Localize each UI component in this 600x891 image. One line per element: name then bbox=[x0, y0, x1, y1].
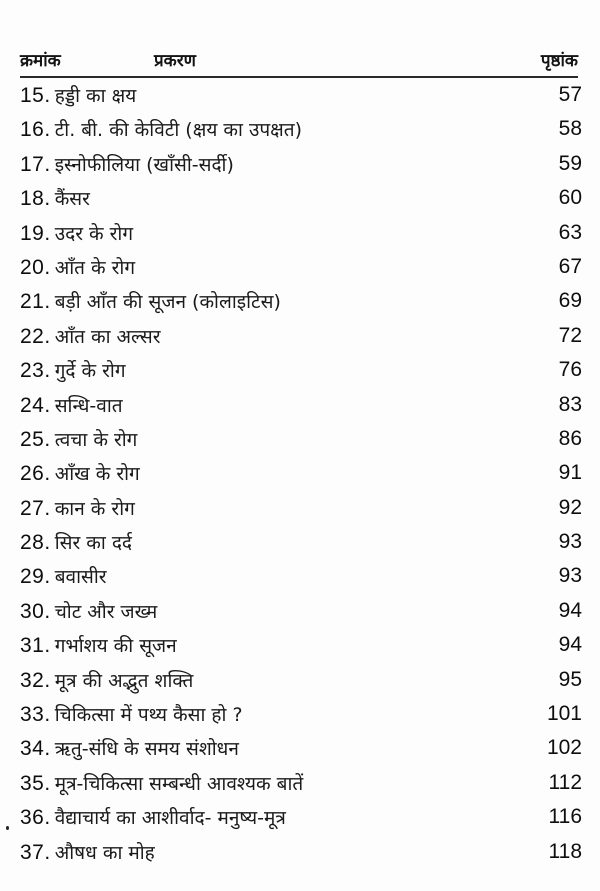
entry-number: 23. bbox=[20, 359, 51, 383]
list-item bbox=[20, 216, 582, 250]
entry-number: 31. bbox=[20, 634, 51, 658]
entry-topic: आँख के रोग bbox=[54, 463, 140, 486]
list-item bbox=[20, 147, 582, 181]
entry-number: 15. bbox=[20, 84, 51, 107]
entry-page-number: 112 bbox=[548, 770, 582, 794]
list-item bbox=[20, 78, 582, 112]
entry-topic: त्वचा के रोग bbox=[54, 428, 138, 451]
entry-topic: उदर के रोग bbox=[54, 222, 134, 245]
entry-number: 32. bbox=[20, 668, 51, 692]
list-item bbox=[20, 663, 582, 697]
entry-page-number: 67 bbox=[558, 254, 582, 278]
entry-number: 20. bbox=[20, 255, 51, 279]
entry-topic: गर्भाशय की सूजन bbox=[54, 635, 177, 658]
entry-page-number: 60 bbox=[558, 186, 582, 210]
list-item bbox=[20, 525, 582, 559]
entry-number: 26. bbox=[20, 462, 51, 486]
entry-topic: सिर का दर्द bbox=[54, 532, 133, 555]
entry-page-number: 86 bbox=[558, 426, 582, 450]
entry-number: 28. bbox=[20, 531, 51, 555]
entry-page-number: 116 bbox=[548, 805, 582, 829]
entry-topic: कैंसर bbox=[54, 188, 90, 211]
entry-page-number: 91 bbox=[558, 461, 582, 485]
entry-number: 34. bbox=[20, 737, 51, 761]
entry-topic: कान के रोग bbox=[54, 497, 135, 520]
list-item bbox=[20, 388, 582, 422]
list-item bbox=[20, 422, 582, 456]
entry-page-number: 76 bbox=[558, 358, 582, 382]
entry-topic: बड़ी आँत की सूजन (कोलाइटिस) bbox=[54, 291, 281, 314]
entry-topic: चोट और जख्म bbox=[54, 600, 158, 623]
entry-number: 24. bbox=[20, 393, 51, 417]
topic-column-header: प्रकरण bbox=[154, 51, 196, 71]
list-item bbox=[20, 697, 582, 731]
list-item bbox=[20, 800, 582, 834]
entry-page-number: 69 bbox=[558, 289, 582, 313]
entry-number: 16. bbox=[20, 118, 51, 142]
entry-topic: हड्डी का क्षय bbox=[54, 85, 137, 107]
serial-column-header: क्रमांक bbox=[20, 51, 61, 71]
entry-page-number: 102 bbox=[546, 736, 582, 760]
contents-list bbox=[20, 78, 582, 869]
entry-topic: इस्नोफीलिया (खाँसी-सर्दी) bbox=[54, 153, 234, 176]
entry-page-number: 59 bbox=[558, 151, 582, 175]
entry-number: 33. bbox=[20, 703, 51, 727]
entry-page-number: 93 bbox=[558, 564, 582, 588]
list-item bbox=[20, 250, 582, 284]
entry-page-number: 92 bbox=[558, 495, 582, 519]
entry-topic: आँत के रोग bbox=[54, 256, 136, 279]
entry-page-number: 83 bbox=[558, 392, 582, 416]
list-item bbox=[20, 181, 582, 215]
list-item bbox=[20, 353, 582, 387]
list-item bbox=[20, 731, 582, 765]
entry-number: 35. bbox=[20, 771, 51, 795]
entry-number: 17. bbox=[20, 152, 51, 176]
entry-page-number: 93 bbox=[558, 530, 582, 554]
entry-page-number: 94 bbox=[558, 598, 582, 622]
entry-topic: वैद्याचार्य का आशीर्वाद- मनुष्य-मूत्र bbox=[54, 807, 286, 830]
list-item bbox=[20, 456, 582, 490]
entry-page-number: 58 bbox=[558, 117, 582, 141]
entry-number: 27. bbox=[20, 496, 51, 520]
entry-number: 37. bbox=[20, 840, 51, 864]
list-item bbox=[20, 284, 582, 318]
entry-topic: चिकित्सा में पथ्य कैसा हो ? bbox=[54, 704, 243, 727]
print-speck bbox=[6, 826, 9, 830]
entry-page-number: 57 bbox=[558, 83, 582, 106]
list-item bbox=[20, 559, 582, 593]
list-item bbox=[20, 112, 582, 146]
entry-page-number: 101 bbox=[546, 702, 582, 726]
entry-number: 19. bbox=[20, 221, 51, 245]
entry-number: 25. bbox=[20, 427, 51, 451]
entry-page-number: 72 bbox=[558, 323, 582, 347]
list-item bbox=[20, 491, 582, 525]
page-column-header: पृष्ठांक bbox=[540, 51, 578, 71]
entry-number: 30. bbox=[20, 599, 51, 623]
entry-topic: गुर्दे के रोग bbox=[54, 360, 126, 383]
entry-topic: ऋतु-संधि के समय संशोधन bbox=[54, 738, 239, 761]
entry-topic: सन्धि-वात bbox=[54, 394, 123, 417]
entry-topic: मूत्र-चिकित्सा सम्बन्धी आवश्यक बातें bbox=[54, 772, 304, 795]
list-item bbox=[20, 594, 582, 628]
list-item bbox=[20, 628, 582, 662]
contents-header bbox=[20, 48, 578, 74]
entry-page-number: 94 bbox=[558, 633, 582, 657]
entry-page-number: 118 bbox=[548, 839, 582, 863]
entry-number: 21. bbox=[20, 290, 51, 314]
entry-number: 22. bbox=[20, 324, 51, 348]
entry-topic: टी. बी. की केविटी (क्षय का उपक्षत) bbox=[54, 119, 303, 142]
entry-topic: मूत्र की अद्भुत शक्ति bbox=[54, 669, 194, 692]
list-item bbox=[20, 835, 582, 869]
list-item bbox=[20, 766, 582, 800]
entry-topic: औषध का मोह bbox=[54, 841, 155, 864]
entry-page-number: 63 bbox=[558, 220, 582, 244]
entry-number: 18. bbox=[20, 187, 51, 211]
entry-number: 29. bbox=[20, 565, 51, 589]
entry-number: 36. bbox=[20, 806, 51, 830]
entry-page-number: 95 bbox=[558, 667, 582, 691]
entry-topic: बवासीर bbox=[54, 566, 107, 589]
list-item bbox=[20, 319, 582, 353]
entry-topic: आँत का अल्सर bbox=[54, 325, 161, 348]
